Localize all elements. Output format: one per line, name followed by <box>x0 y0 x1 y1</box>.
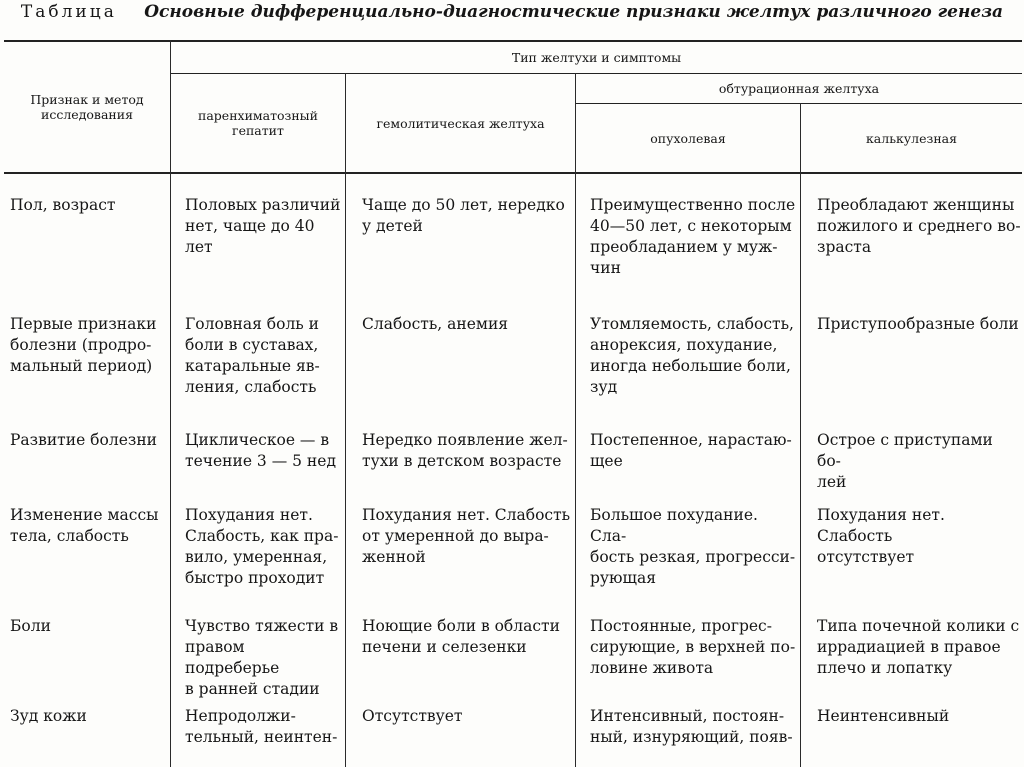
table-cell: Типа почечной колики с иррадиацией в правое плечо и лопатку <box>817 617 1020 677</box>
table-cell: Непродолжи- тельный, неинтен- <box>185 707 338 746</box>
table-cell: Интенсивный, постоян- ный, изнуряющий, появ- <box>590 707 793 746</box>
table-cell: Похудания нет. Слабость, как пра- вило, умеренная, быстро проходит <box>185 506 339 587</box>
table-cell: Циклическое — в течение 3 — 5 нед <box>185 431 336 470</box>
rule-col-4 <box>800 103 801 767</box>
row-feature: Пол, возраст <box>10 196 116 214</box>
rule-col-3 <box>575 73 576 767</box>
row-feature: Первые признаки болезни (продро- мальный период) <box>10 315 157 375</box>
table-cell: Неинтенсивный <box>817 707 950 725</box>
rule-header-bottom <box>4 172 1022 174</box>
table-cell: Чувство тяжести в правом подреберье в ранней стадии <box>185 617 339 698</box>
row-feature: Зуд кожи <box>10 707 87 725</box>
table-cell: Слабость, анемия <box>362 315 509 333</box>
row-feature: Развитие болезни <box>10 431 157 449</box>
header-group-title: Тип желтухи и симптомы <box>511 50 682 65</box>
table-cell: Головная боль и боли в суставах, катаральные яв- ления, слабость <box>185 315 320 396</box>
header-col-parenchymal: паренхиматозный гепатит <box>198 108 318 138</box>
table-cell: Половых различий нет, чаще до 40 лет <box>185 196 341 256</box>
header-col-hemolytic: гемолитическая желтуха <box>376 115 545 131</box>
table-cell: Преимущественно после 40—50 лет, с некоторым преобладанием у муж- чин <box>590 196 796 277</box>
header-subgroup-title: обтурационная желтуха <box>718 81 880 96</box>
table-cell: Похудания нет. Слабость отсутствует <box>817 506 945 566</box>
header-feature-column: Признак и метод исследования <box>30 92 144 122</box>
table-cell: Острое с приступами бо- лей <box>817 431 993 491</box>
caption-title: Основные дифференциально-диагностические признаки желтух различного генеза <box>144 2 1004 22</box>
table-cell: Преобладают женщины пожилого и среднего во- зраста <box>817 196 1021 256</box>
table-cell: Большое похудание. Сла- бость резкая, прогресси- рующая <box>590 506 796 587</box>
table-cell: Нередко появление жел- тухи в детском возрасте <box>362 431 568 470</box>
table-cell: Постепенное, нарастаю- щее <box>590 431 792 470</box>
table-cell: Утомляемость, слабость, анорексия, похудание, иногда небольшие боли, зуд <box>590 315 794 396</box>
table-cell: Похудания нет. Слабость от умеренной до выра- женной <box>362 506 571 566</box>
rule-col-2 <box>345 73 346 767</box>
table-cell: Ноющие боли в области печени и селезенки <box>362 617 560 656</box>
header-col-calculous: калькулезная <box>865 130 957 146</box>
table-cell: Приступообразные боли <box>817 315 1019 333</box>
table-cell: Отсутствует <box>362 707 463 725</box>
table-cell: Чаще до 50 лет, нередко у детей <box>362 196 565 235</box>
table-cell: Постоянные, прогрес- сирующие, в верхней по- ловине живота <box>590 617 796 677</box>
caption-label: Таблица <box>20 2 117 22</box>
row-feature: Боли <box>10 617 51 635</box>
header-col-tumor: опухолевая <box>650 130 726 146</box>
row-feature: Изменение массы тела, слабость <box>10 506 159 545</box>
